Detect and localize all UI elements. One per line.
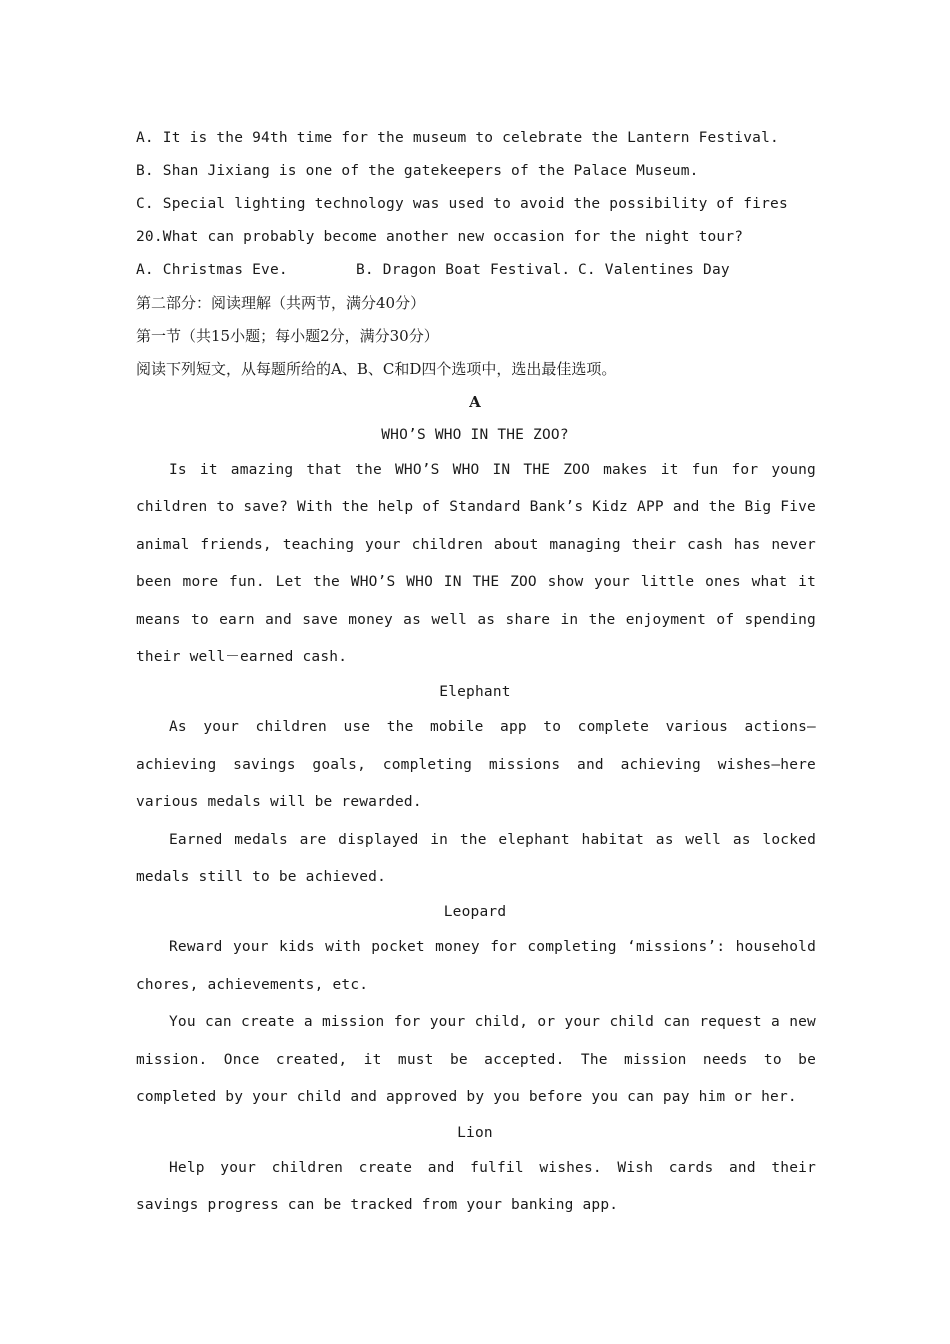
elephant-paragraph-1: As your children use the mobile app to complete various actions—achieving savings goals, completing missions and achieving wishes—here various medals will be rewarded. [136,719,816,811]
section-subtitle: 第一节（共15小题；每小题2分，满分30分） [136,327,439,345]
heading-lion: Lion [457,1124,493,1141]
instructions: 阅读下列短文，从每题所给的A、B、C和D四个选项中，选出最佳选项。 [136,360,617,378]
q20-option-a: A. Christmas Eve. [136,262,288,278]
q20-question: 20.What can probably become another new occasion for the night tour? [136,229,744,245]
document-page [136,122,816,1224]
heading-elephant: Elephant [439,684,511,701]
passage-title: WHO’S WHO IN THE ZOO? [381,427,569,443]
q20-option-c: C. Valentines Day [578,262,730,278]
heading-leopard: Leopard [443,904,507,921]
q20-option-b: B. Dragon Boat Festival. [356,262,571,278]
passage-label: A [469,393,481,411]
q20-options [136,254,816,287]
leopard-paragraph-1: Reward your kids with pocket money for completing ‘missions’: household chores, achievements, etc. [136,939,816,993]
q19-option-c: C. Special lighting technology was used to avoid the possibility of fires [136,196,788,212]
q19-option-a: A. It is the 94th time for the museum to celebrate the Lantern Festival. [136,130,779,146]
q19-option-b: B. Shan Jixiang is one of the gatekeepers of the Palace Museum. [136,163,699,179]
leopard-paragraph-2: You can create a mission for your child, or your child can request a new mission. Once created, it must be accepted. The mission needs to be completed by your child and approved by you before you can pay him or her. [136,1014,816,1106]
part-title: 第二部分：阅读理解（共两节，满分40分） [136,294,426,312]
lion-paragraph-1: Help your children create and fulfil wishes. Wish cards and their savings progress can be tracked from your banking app. [136,1159,816,1213]
passage-intro: Is it amazing that the WHO’S WHO IN THE ZOO makes it fun for young children to save? With the help of Standard Bank’s Kidz APP and the Big Five animal friends, teaching your children about managing their cash has never been more fun. Let the WHO’S WHO IN THE ZOO show your little ones what it means to earn and save money as well as share in the enjoyment of spending their well－earned cash. [136,462,816,666]
elephant-paragraph-2: Earned medals are displayed in the elephant habitat as well as locked medals still to be achieved. [136,831,816,886]
